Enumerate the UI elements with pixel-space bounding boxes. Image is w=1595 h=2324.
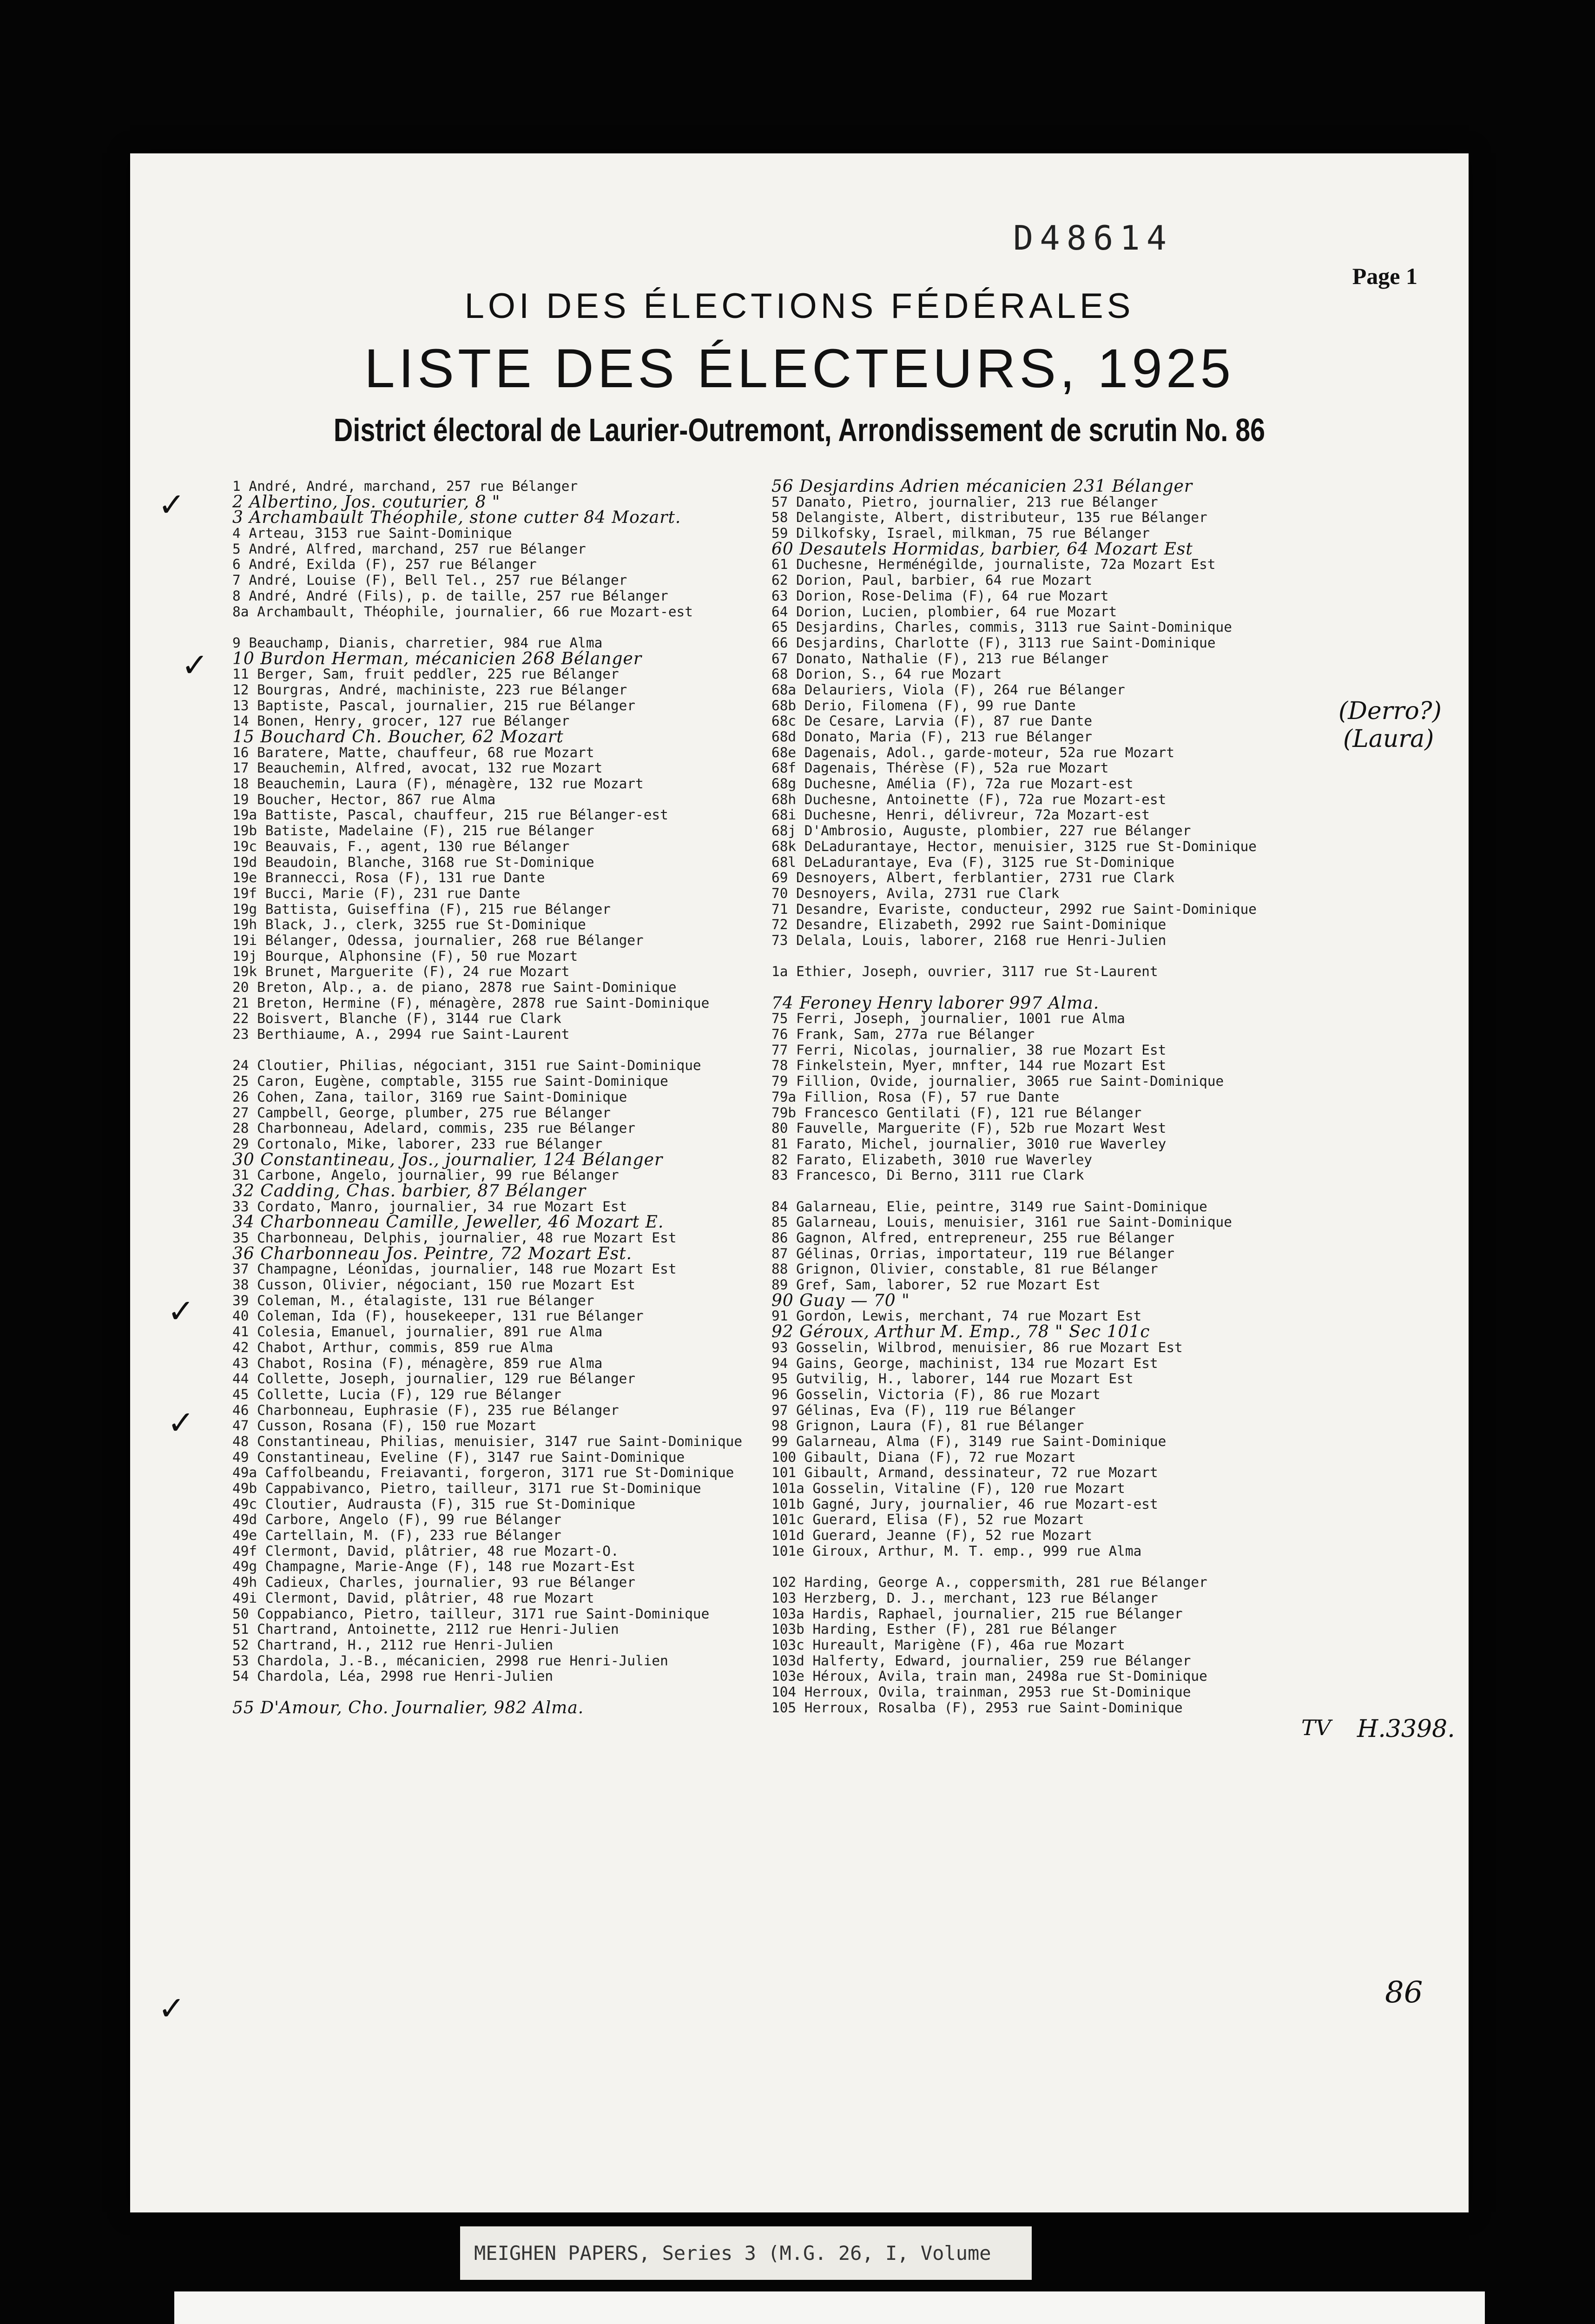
voter-entry: 19i Bélanger, Odessa, journalier, 268 rue Bélanger	[232, 932, 644, 948]
section-gap	[232, 620, 823, 635]
voter-entry: 57 Danato, Pietro, journalier, 213 rue Bélanger	[771, 494, 1158, 510]
voter-entry: 19e Brannecci, Rosa (F), 131 rue Dante	[232, 870, 545, 886]
section-gap	[771, 949, 1362, 964]
voter-entry: 19k Brunet, Marguerite (F), 24 rue Mozart	[232, 964, 570, 980]
voter-entry: 97 Gélinas, Eva (F), 119 rue Bélanger	[771, 1402, 1076, 1418]
voter-entry: 68a Delauriers, Viola (F), 264 rue Bélanger	[771, 681, 1125, 698]
voter-entry: 61 Duchesne, Herménégilde, journaliste, 72a Mozart Est	[771, 556, 1216, 573]
voter-entry: 103a Hardis, Raphael, journalier, 215 rue Bélanger	[771, 1605, 1183, 1622]
archives-card	[174, 2291, 1485, 2324]
voter-entry: 33 Cordato, Manro, journalier, 34 rue Mozart Est	[232, 1198, 627, 1215]
voter-entry: 80 Fauvelle, Marguerite (F), 52b rue Mozart West	[771, 1120, 1167, 1136]
voter-entry: 19c Beauvais, F., agent, 130 rue Bélanger	[232, 838, 570, 854]
check-mark-icon: ✓	[158, 1989, 185, 2027]
voter-entry: 53 Chardola, J.-B., mécanicien, 2998 rue Henri-Julien	[232, 1652, 668, 1669]
handwritten-entry: 56 Desjardins Adrien mécanicien 231 Bélanger	[771, 477, 1193, 496]
handwritten-entry: 32 Cadding, Chas. barbier, 87 Bélanger	[232, 1181, 586, 1201]
voter-entry: 67 Donato, Nathalie (F), 213 rue Bélanger	[771, 650, 1109, 667]
voter-entry: 101e Giroux, Arthur, M. T. emp., 999 rue Alma	[771, 1543, 1142, 1559]
voter-entry: 101d Guerard, Jeanne (F), 52 rue Mozart	[771, 1527, 1093, 1544]
voter-entry: 103e Héroux, Avila, train man, 2498a rue St-Dominique	[771, 1668, 1207, 1684]
voter-entry: 79a Fillion, Rosa (F), 57 rue Dante	[771, 1089, 1060, 1105]
voter-entry: 103 Herzberg, D. J., merchant, 123 rue Bélanger	[771, 1590, 1158, 1606]
voter-entry: 41 Colesia, Emanuel, journalier, 891 rue Alma	[232, 1324, 603, 1340]
handwritten-entry: 55 D'Amour, Cho. Journalier, 982 Alma.	[232, 1698, 584, 1717]
voter-entry: 103d Halferty, Edward, journalier, 259 rue Bélanger	[771, 1652, 1191, 1669]
list-title: LISTE DES ÉLECTEURS, 1925	[364, 338, 1235, 399]
section-gap	[771, 1183, 1362, 1199]
handwritten-entry: 90 Guay — 70 "	[771, 1291, 910, 1310]
voter-entry: 49h Cadieux, Charles, journalier, 93 rue Bélanger	[232, 1574, 636, 1591]
voter-entry: 19h Black, J., clerk, 3255 rue St-Dominique	[232, 917, 586, 933]
handwritten-entry: 10 Burdon Herman, mécanicien 268 Bélanger	[232, 649, 642, 668]
handwritten-entry: 15 Bouchard Ch. Boucher, 62 Mozart	[232, 727, 564, 746]
voter-entry: 28 Charbonneau, Adelard, commis, 235 rue Bélanger	[232, 1120, 636, 1136]
voter-entry: 19f Bucci, Marie (F), 231 rue Dante	[232, 885, 521, 901]
voter-entry: 8 André, André (Fils), p. de taille, 257 rue Bélanger	[232, 588, 668, 604]
voter-entry: 59 Dilkofsky, Israel, milkman, 75 rue Bélanger	[771, 525, 1150, 541]
voter-entry: 19d Beaudoin, Blanche, 3168 rue St-Dominique	[232, 854, 594, 870]
voter-entry: 39 Coleman, M., étalagiste, 131 rue Bélanger	[232, 1292, 594, 1308]
voter-entry: 29 Cortonalo, Mike, laborer, 233 rue Bélanger	[232, 1136, 603, 1152]
voter-entry: 68j D'Ambrosio, Auguste, plombier, 227 rue Bélanger	[771, 823, 1191, 839]
voter-entry: 24 Cloutier, Philias, négociant, 3151 rue Saint-Dominique	[232, 1057, 701, 1074]
voter-entry: 87 Gélinas, Orrias, importateur, 119 rue Bélanger	[771, 1245, 1175, 1261]
voter-entry: 65 Desjardins, Charles, commis, 3113 rue Saint-Dominique	[771, 619, 1232, 635]
voter-entry: 20 Breton, Alp., a. de piano, 2878 rue Saint-Dominique	[232, 979, 677, 995]
voter-entry: 52 Chartrand, H., 2112 rue Henri-Julien	[232, 1637, 554, 1653]
voter-entry: 7 André, Louise (F), Bell Tel., 257 rue Bélanger	[232, 572, 627, 588]
voter-entry: 79b Francesco Gentilati (F), 121 rue Bélanger	[771, 1104, 1142, 1121]
voter-entry: 68b Derio, Filomena (F), 99 rue Dante	[771, 697, 1076, 713]
voter-entry: 68i Duchesne, Henri, délivreur, 72a Mozart-est	[771, 807, 1150, 823]
district-heading: District électoral de Laurier-Outremont, Arrondissement de scrutin No. 86	[333, 412, 1265, 448]
voter-entry: 77 Ferri, Nicolas, journalier, 38 rue Mozart Est	[771, 1042, 1167, 1058]
voter-entry: 95 Gutvilig, H., laborer, 144 rue Mozart Est	[771, 1371, 1134, 1387]
margin-note-number: H.3398.	[1357, 1715, 1455, 1743]
section-gap	[771, 980, 1362, 996]
voter-entry: 103b Harding, Esther (F), 281 rue Bélanger	[771, 1621, 1117, 1637]
voter-entry: 71 Desandre, Evariste, conducteur, 2992 rue Saint-Dominique	[771, 901, 1257, 917]
voter-entry: 44 Collette, Joseph, journalier, 129 rue Bélanger	[232, 1371, 636, 1387]
voter-entry: 43 Chabot, Rosina (F), ménagère, 859 rue Alma	[232, 1355, 603, 1371]
voter-entry: 86 Gagnon, Alfred, entrepreneur, 255 rue Bélanger	[771, 1230, 1175, 1246]
voter-entry: 35 Charbonneau, Delphis, journalier, 48 rue Mozart Est	[232, 1230, 677, 1246]
voter-entry: 66 Desjardins, Charlotte (F), 3113 rue Saint-Dominique	[771, 634, 1216, 651]
voter-entry: 19g Battista, Guiseffina (F), 215 rue Bélanger	[232, 901, 611, 917]
handwritten-entry: 3 Archambault Théophile, stone cutter 84 Mozart.	[232, 508, 681, 528]
voter-entry: 49b Cappabivanco, Pietro, tailleur, 3171 rue St-Dominique	[232, 1480, 701, 1496]
voter-entry: 49d Carbore, Angelo (F), 99 rue Bélanger	[232, 1512, 561, 1528]
voter-entry: 19 Boucher, Hector, 867 rue Alma	[232, 791, 496, 807]
voter-entry: 68l DeLadurantaye, Eva (F), 3125 rue St-Dominique	[771, 854, 1175, 870]
voter-entry: 101 Gibault, Armand, dessinateur, 72 rue Mozart	[771, 1465, 1158, 1481]
voter-entry: 26 Cohen, Zana, tailor, 3169 rue Saint-Dominique	[232, 1089, 627, 1105]
voter-entry: 1 André, André, marchand, 257 rue Bélanger	[232, 478, 578, 494]
collection-label: MEIGHEN PAPERS, Series 3 (M.G. 26, I, Volume	[460, 2226, 1032, 2280]
voter-entry: 27 Campbell, George, plumber, 275 rue Bélanger	[232, 1104, 611, 1121]
voter-entry: 98 Grignon, Laura (F), 81 rue Bélanger	[771, 1418, 1084, 1434]
voter-entry: 88 Grignon, Olivier, constable, 81 rue Bélanger	[771, 1261, 1158, 1277]
voter-entry: 89 Gref, Sam, laborer, 52 rue Mozart Est	[771, 1277, 1101, 1293]
page-number: Page 1	[1352, 263, 1417, 289]
voter-entry: 23 Berthiaume, A., 2994 rue Saint-Laurent	[232, 1026, 570, 1043]
section-gap	[232, 1043, 823, 1058]
voter-entry: 68h Duchesne, Antoinette (F), 72a rue Mozart-est	[771, 791, 1167, 807]
voter-entry: 5 André, Alfred, marchand, 257 rue Bélanger	[232, 541, 586, 557]
margin-note-laura: (Laura)	[1343, 725, 1434, 753]
handwritten-entry: 30 Constantineau, Jos., journalier, 124 Bélanger	[232, 1150, 663, 1169]
voter-entry: 12 Bourgras, André, machiniste, 223 rue Bélanger	[232, 681, 627, 698]
handwritten-entry: 34 Charbonneau Camille, Jeweller, 46 Mozart E.	[232, 1213, 664, 1232]
voter-entry: 17 Beauchemin, Alfred, avocat, 132 rue Mozart	[232, 760, 603, 776]
voter-entry: 93 Gosselin, Wilbrod, menuisier, 86 rue Mozart Est	[771, 1339, 1183, 1355]
voter-entry: 45 Collette, Lucia (F), 129 rue Bélanger	[232, 1386, 561, 1402]
law-heading: LOI DES ÉLECTIONS FÉDÉRALES	[464, 286, 1134, 326]
voter-entry: 75 Ferri, Joseph, journalier, 1001 rue Alma	[771, 1010, 1125, 1027]
voter-entry: 19j Bourque, Alphonsine (F), 50 rue Mozart	[232, 948, 578, 964]
voter-entry: 68f Dagenais, Thérèse (F), 52a rue Mozart	[771, 760, 1109, 776]
voter-entry: 49 Constantineau, Eveline (F), 3147 rue Saint-Dominique	[232, 1449, 685, 1465]
voter-entry: 37 Champagne, Léonidas, journalier, 148 rue Mozart Est	[232, 1261, 677, 1277]
poll-number-note: 86	[1385, 1975, 1423, 2010]
voter-column-left	[232, 479, 823, 1716]
voter-entry: 21 Breton, Hermine (F), ménagère, 2878 rue Saint-Dominique	[232, 995, 710, 1011]
voter-list-sheet	[130, 153, 1469, 2212]
voter-entry: 81 Farato, Michel, journalier, 3010 rue Waverley	[771, 1136, 1167, 1152]
voter-entry: 101b Gagné, Jury, journalier, 46 rue Mozart-est	[771, 1496, 1158, 1512]
voter-entry: 40 Coleman, Ida (F), housekeeper, 131 rue Bélanger	[232, 1308, 644, 1324]
voter-entry: 8a Archambault, Théophile, journalier, 66 rue Mozart-est	[232, 603, 693, 620]
voter-entry: 101a Gosselin, Vitaline (F), 120 rue Mozart	[771, 1480, 1125, 1496]
voter-entry: 46 Charbonneau, Euphrasie (F), 235 rue Bélanger	[232, 1402, 619, 1418]
voter-entry: 94 Gains, George, machinist, 134 rue Mozart Est	[771, 1355, 1158, 1371]
voter-entry: 72 Desandre, Elizabeth, 2992 rue Saint-Dominique	[771, 917, 1167, 933]
voter-entry: 70 Desnoyers, Avila, 2731 rue Clark	[771, 885, 1060, 901]
handwritten-entry: 92 Géroux, Arthur M. Emp., 78 " Sec 101c	[771, 1322, 1150, 1342]
voter-entry: 64 Dorion, Lucien, plombier, 64 rue Mozart	[771, 603, 1117, 620]
voter-entry: 49i Clermont, David, plâtrier, 48 rue Mozart	[232, 1590, 594, 1606]
voter-entry: 68c De Cesare, Larvia (F), 87 rue Dante	[771, 713, 1093, 729]
voter-entry: 54 Chardola, Léa, 2998 rue Henri-Julien	[232, 1668, 554, 1684]
voter-entry: 68 Dorion, S., 64 rue Mozart	[771, 666, 1002, 682]
voter-entry: 42 Chabot, Arthur, commis, 859 rue Alma	[232, 1339, 554, 1355]
voter-entry: 79 Fillion, Ovide, journalier, 3065 rue Saint-Dominique	[771, 1073, 1224, 1089]
voter-entry: 68d Donato, Maria (F), 213 rue Bélanger	[771, 729, 1093, 745]
voter-entry: 25 Caron, Eugène, comptable, 3155 rue Saint-Dominique	[232, 1073, 668, 1089]
voter-entry: 96 Gosselin, Victoria (F), 86 rue Mozart	[771, 1386, 1101, 1402]
handwritten-entry: 2 Albertino, Jos. couturier, 8 "	[232, 492, 501, 512]
voter-entry: 31 Carbone, Angelo, journalier, 99 rue Bélanger	[232, 1167, 619, 1183]
handwritten-entry: 74 Feroney Henry laborer 997 Alma.	[771, 993, 1100, 1013]
voter-entry: 82 Farato, Elizabeth, 3010 rue Waverley	[771, 1151, 1093, 1168]
voter-entry: 47 Cusson, Rosana (F), 150 rue Mozart	[232, 1418, 537, 1434]
voter-entry: 99 Galarneau, Alma (F), 3149 rue Saint-Dominique	[771, 1433, 1167, 1449]
voter-entry: 4 Arteau, 3153 rue Saint-Dominique	[232, 525, 512, 541]
voter-entry: 48 Constantineau, Philias, menuisier, 3147 rue Saint-Dominique	[232, 1433, 743, 1449]
voter-entry: 84 Galarneau, Elie, peintre, 3149 rue Saint-Dominique	[771, 1198, 1207, 1215]
voter-entry: 49e Cartellain, M. (F), 233 rue Bélanger	[232, 1527, 561, 1544]
voter-entry: 69 Desnoyers, Albert, ferblantier, 2731 rue Clark	[771, 870, 1175, 886]
voter-entry: 68e Dagenais, Adol., garde-moteur, 52a rue Mozart	[771, 744, 1175, 760]
voter-entry: 63 Dorion, Rose-Delima (F), 64 rue Mozart	[771, 588, 1109, 604]
document-stamp: D48614	[1013, 218, 1173, 257]
check-mark-icon: ✓	[158, 486, 185, 524]
voter-entry: 68g Duchesne, Amélia (F), 72a rue Mozart-est	[771, 776, 1134, 792]
voter-entry: 16 Baratere, Matte, chauffeur, 68 rue Mozart	[232, 744, 594, 760]
voter-column-right	[771, 479, 1362, 1716]
voter-entry: 9 Beauchamp, Dianis, charretier, 984 rue Alma	[232, 634, 603, 651]
voter-entry: 1a Ethier, Joseph, ouvrier, 3117 rue St-Laurent	[771, 964, 1158, 980]
voter-entry: 49a Caffolbeandu, Freiavanti, forgeron, 3171 rue St-Dominique	[232, 1465, 734, 1481]
voter-entry: 49f Clermont, David, plâtrier, 48 rue Mozart-O.	[232, 1543, 619, 1559]
voter-entry: 105 Herroux, Rosalba (F), 2953 rue Saint-Dominique	[771, 1699, 1183, 1716]
voter-entry: 22 Boisvert, Blanche (F), 3144 rue Clark	[232, 1010, 561, 1027]
section-gap	[771, 1559, 1362, 1575]
check-mark-icon: ✓	[181, 646, 209, 684]
check-mark-icon: ✓	[167, 1404, 195, 1442]
voter-entry: 38 Cusson, Olivier, négociant, 150 rue Mozart Est	[232, 1277, 636, 1293]
voter-entry: 50 Coppabianco, Pietro, tailleur, 3171 rue Saint-Dominique	[232, 1605, 710, 1622]
voter-entry: 73 Delala, Louis, laborer, 2168 rue Henri-Julien	[771, 932, 1167, 948]
section-gap	[232, 1684, 823, 1700]
handwritten-entry: 36 Charbonneau Jos. Peintre, 72 Mozart Est.	[232, 1244, 633, 1263]
circled-note: TV	[1301, 1715, 1331, 1740]
voter-entry: 76 Frank, Sam, 277a rue Bélanger	[771, 1026, 1035, 1043]
voter-entry: 85 Galarneau, Louis, menuisier, 3161 rue Saint-Dominique	[771, 1214, 1232, 1230]
voter-entry: 100 Gibault, Diana (F), 72 rue Mozart	[771, 1449, 1076, 1465]
voter-entry: 49c Cloutier, Audrausta (F), 315 rue St-Dominique	[232, 1496, 636, 1512]
voter-entry: 19b Batiste, Madelaine (F), 215 rue Bélanger	[232, 823, 594, 839]
voter-entry: 11 Berger, Sam, fruit peddler, 225 rue Bélanger	[232, 666, 619, 682]
voter-entry: 58 Delangiste, Albert, distributeur, 135 rue Bélanger	[771, 509, 1207, 526]
margin-note-derro: (Derro?)	[1338, 697, 1442, 725]
voter-entry: 102 Harding, George A., coppersmith, 281 rue Bélanger	[771, 1574, 1207, 1591]
voter-entry: 78 Finkelstein, Myer, mnfter, 144 rue Mozart Est	[771, 1057, 1167, 1074]
voter-entry: 6 André, Exilda (F), 257 rue Bélanger	[232, 556, 537, 573]
voter-entry: 83 Francesco, Di Berno, 3111 rue Clark	[771, 1167, 1084, 1183]
voter-entry: 68k DeLadurantaye, Hector, menuisier, 3125 rue St-Dominique	[771, 838, 1257, 854]
voter-entry: 18 Beauchemin, Laura (F), ménagère, 132 rue Mozart	[232, 776, 644, 792]
voter-entry: 62 Dorion, Paul, barbier, 64 rue Mozart	[771, 572, 1093, 588]
voter-entry: 103c Hureault, Marigène (F), 46a rue Mozart	[771, 1637, 1125, 1653]
voter-entry: 19a Battiste, Pascal, chauffeur, 215 rue Bélanger-est	[232, 807, 668, 823]
voter-entry: 104 Herroux, Ovila, trainman, 2953 rue St-Dominique	[771, 1684, 1191, 1700]
voter-entry: 51 Chartrand, Antoinette, 2112 rue Henri-Julien	[232, 1621, 619, 1637]
voter-entry: 91 Gordon, Lewis, merchant, 74 rue Mozart Est	[771, 1308, 1142, 1324]
voter-entry: 49g Champagne, Marie-Ange (F), 148 rue Mozart-Est	[232, 1558, 636, 1575]
voter-entry: 14 Bonen, Henry, grocer, 127 rue Bélanger	[232, 713, 570, 729]
check-mark-icon: ✓	[167, 1292, 195, 1330]
handwritten-entry: 60 Desautels Hormidas, barbier, 64 Mozart Est	[771, 539, 1193, 559]
voter-entry: 13 Baptiste, Pascal, journalier, 215 rue Bélanger	[232, 697, 636, 713]
voter-entry: 101c Guerard, Elisa (F), 52 rue Mozart	[771, 1512, 1084, 1528]
